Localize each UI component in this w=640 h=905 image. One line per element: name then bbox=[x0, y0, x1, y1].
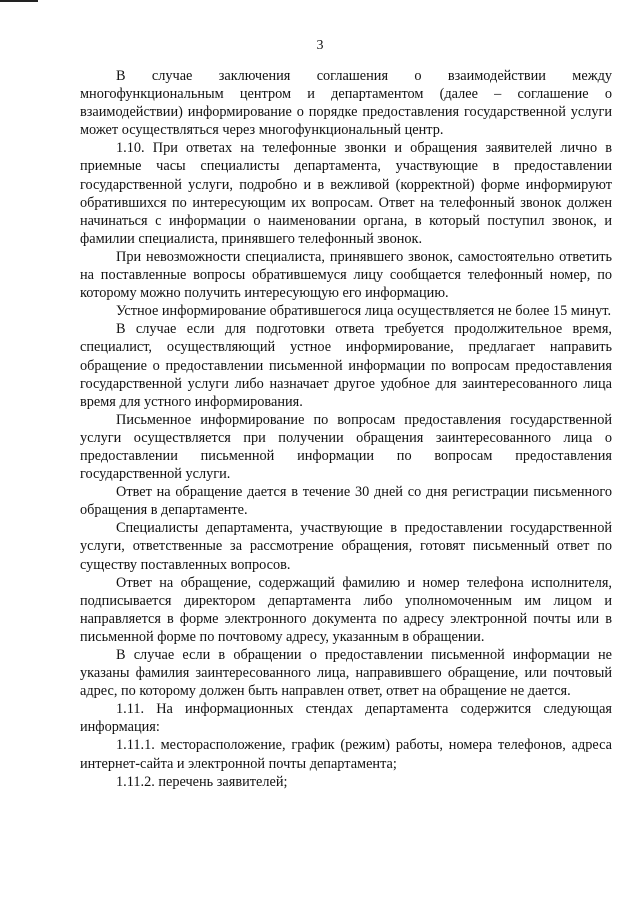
paragraph: Ответ на обращение, содержащий фамилию и номер телефона исполнителя, подписывается директором департамента либо уполномоченным им лицом и направляется в форме электронного документа по адресу электронной почты или в письменной форме по почтовому адресу, указанным в обращении. bbox=[80, 574, 612, 645]
paragraph: В случае если в обращении о предоставлении письменной информации не указаны фамилия заинтересованного лица, направившего обращение, или почтовый адрес, по которому должен быть направлен ответ, ответ на обращение не дается. bbox=[80, 647, 612, 700]
paragraph: Специалисты департамента, участвующие в предоставлении государственной услуги, ответственные за рассмотрение обращения, готовят письменный ответ по существу поставленных вопросов. bbox=[80, 520, 612, 573]
corner-mark bbox=[0, 0, 38, 2]
paragraph: Письменное информирование по вопросам предоставления государственной услуги осуществляется при получении обращения заинтересованного лица о предоставлении письменной информации по вопросам предоставления государственной услуги. bbox=[80, 411, 612, 483]
paragraph: 1.11.2. перечень заявителей; bbox=[116, 773, 288, 790]
paragraph: 1.11.1. месторасположение, график (режим) работы, номера телефонов, адреса интернет-сайта и электронной почты департамента; bbox=[80, 737, 612, 772]
paragraph: При невозможности специалиста, принявшего звонок, самостоятельно ответить на поставленные вопросы обратившемуся лицу сообщается телефонный номер, по которому можно получить интересующую его информацию. bbox=[80, 248, 612, 302]
paragraph: Ответ на обращение дается в течение 30 дней со дня регистрации письменного обращения в департаменте. bbox=[80, 484, 612, 519]
paragraph: В случае заключения соглашения о взаимодействии между многофункциональным центром и департаментом (далее – соглашение о взаимодействии) информирование о порядке предоставления государственной услуги может осуществляться через многофункциональный центр. bbox=[80, 68, 612, 139]
paragraph: В случае если для подготовки ответа требуется продолжительное время, специалист, осуществляющий устное информирование, предлагает направить обращение о предоставлении письменной информации по вопросам предоставления государственной услуги либо назначает другое удобное для заинтересованного лица время для устного информирования. bbox=[80, 321, 612, 410]
page-number: 3 bbox=[316, 38, 324, 53]
paragraph: Устное информирование обратившегося лица осуществляется не более 15 минут. bbox=[116, 303, 612, 320]
paragraph: 1.11. На информационных стендах департамента содержится следующая информация: bbox=[80, 701, 612, 736]
paragraph: 1.10. При ответах на телефонные звонки и обращения заявителей лично в приемные часы специалисты департамента, участвующие в предоставлении государственной услуги, подробно и в вежливой (корректной) форме информируют обратившихся по интересующим их вопросам. Ответ на телефонный звонок должен начинаться с информации о наименовании органа, в который поступил звонок, и фамилии специалиста, принявшего телефонный звонок. bbox=[80, 140, 612, 247]
document-body bbox=[80, 67, 612, 791]
